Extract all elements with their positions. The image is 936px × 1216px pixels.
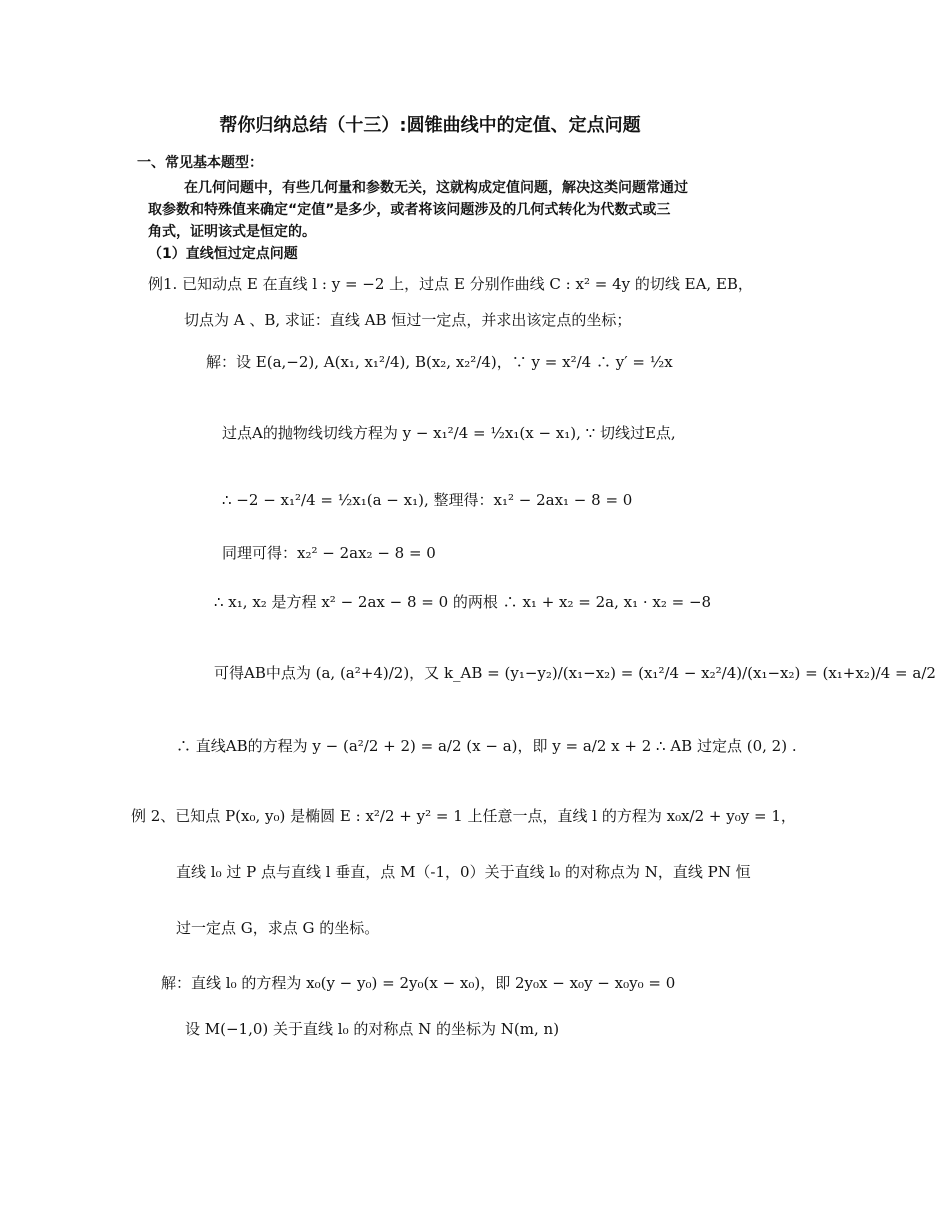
solution-2-line-1: 解：直线 l₀ 的方程为 x₀(y − y₀) = 2y₀(x − x₀)，即 2y₀x − x₀y − x₀y₀ = 0 bbox=[161, 974, 676, 992]
intro-line-2: 取参数和特殊值来确定“定值”是多少，或者将该问题涉及的几何式转化为代数式或三 bbox=[148, 202, 671, 218]
example-2-line-1: 例 2、已知点 P(x₀, y₀) 是椭圆 E : x²/2 + y² = 1 上任意一点，直线 l 的方程为 x₀x/2 + y₀y = 1， bbox=[131, 807, 796, 825]
solution-1-line-2: 过点A的抛物线切线方程为 y − x₁²/4 = ½x₁(x − x₁), ∵ 切线过E点, bbox=[222, 424, 676, 442]
example-2-line-3: 过一定点 G，求点 G 的坐标。 bbox=[176, 919, 380, 937]
intro-line-1: 在几何问题中，有些几何量和参数无关，这就构成定值问题，解决这类问题常通过 bbox=[184, 180, 688, 196]
solution-1-line-1: 解：设 E(a,−2), A(x₁, x₁²/4), B(x₂, x₂²/4)，∵ y = x²/4 ∴ y′ = ½x bbox=[206, 353, 673, 371]
intro-line-3: 角式，证明该式是恒定的。 bbox=[148, 224, 316, 240]
solution-1-line-5: ∴ x₁, x₂ 是方程 x² − 2ax − 8 = 0 的两根 ∴ x₁ + x₂ = 2a, x₁ · x₂ = −8 bbox=[214, 593, 712, 611]
example-2-line-2: 直线 l₀ 过 P 点与直线 l 垂直，点 M（-1，0）关于直线 l₀ 的对称点为 N，直线 PN 恒 bbox=[176, 863, 751, 881]
solution-1-line-7: ∴ 直线AB的方程为 y − (a²/2 + 2) = a/2 (x − a)，即 y = a/2 x + 2 ∴ AB 过定点 (0, 2) . bbox=[176, 737, 797, 755]
subsection-heading: （1）直线恒过定点问题 bbox=[148, 246, 298, 262]
solution-1-line-4: 同理可得：x₂² − 2ax₂ − 8 = 0 bbox=[222, 544, 436, 562]
example-1-line-2: 切点为 A 、B, 求证：直线 AB 恒过一定点，并求出该定点的坐标； bbox=[184, 311, 632, 329]
page-title: 帮你归纳总结（十三）:圆锥曲线中的定值、定点问题 bbox=[219, 115, 641, 136]
solution-1-line-3: ∴ −2 − x₁²/4 = ½x₁(a − x₁), 整理得：x₁² − 2ax₁ − 8 = 0 bbox=[222, 491, 633, 509]
solution-1-line-6: 可得AB中点为 (a, (a²+4)/2)，又 k_AB = (y₁−y₂)/(x₁−x₂) = (x₁²/4 − x₂²/4)/(x₁−x₂) = (x₁+x₂)/4 = a/2 bbox=[214, 664, 936, 682]
example-1-line-1: 例1. 已知动点 E 在直线 l : y = −2 上，过点 E 分别作曲线 C : x² = 4y 的切线 EA, EB， bbox=[148, 275, 753, 293]
section-heading: 一、常见基本题型： bbox=[137, 155, 263, 171]
solution-2-line-2: 设 M(−1,0) 关于直线 l₀ 的对称点 N 的坐标为 N(m, n) bbox=[185, 1020, 560, 1038]
